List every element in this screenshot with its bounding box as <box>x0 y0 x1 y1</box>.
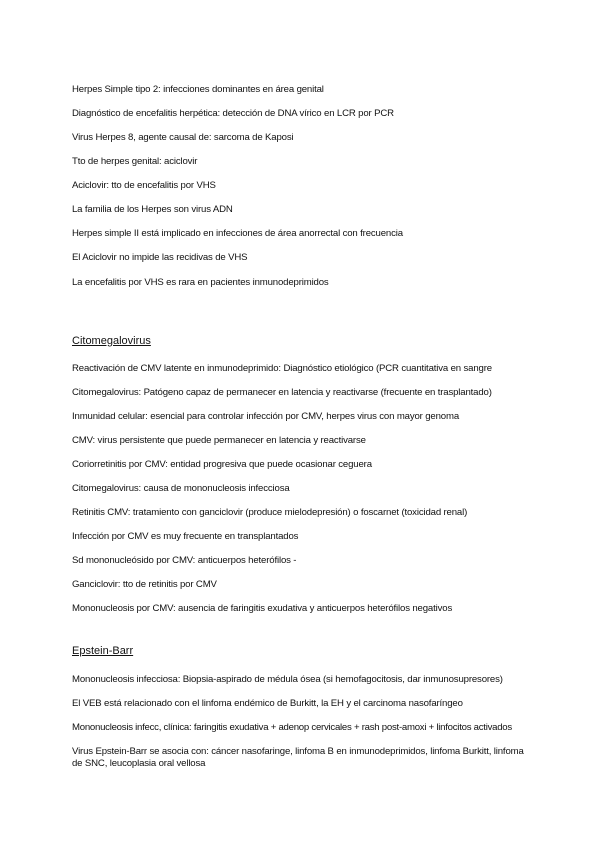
note-line: Infección por CMV es muy frecuente en transplantados <box>72 531 299 542</box>
note-line: Reactivación de CMV latente en inmunodeprimido: Diagnóstico etiológico (PCR cuantitativa en sangre <box>72 363 492 374</box>
note-line: Diagnóstico de encefalitis herpética: detección de DNA vírico en LCR por PCR <box>72 108 394 119</box>
note-line: Inmunidad celular: esencial para controlar infección por CMV, herpes virus con mayor genoma <box>72 411 460 422</box>
note-line: Aciclovir: tto de encefalitis por VHS <box>72 180 216 191</box>
note-line: Mononucleosis por CMV: ausencia de faringitis exudativa y anticuerpos heterófilos negativos <box>72 603 453 614</box>
note-line: El Aciclovir no impide las recidivas de VHS <box>72 252 248 263</box>
note-line: CMV: virus persistente que puede permanecer en latencia y reactivarse <box>72 435 366 446</box>
note-line: La familia de los Herpes son virus ADN <box>72 204 233 215</box>
section-heading-ebv: Epstein-Barr <box>72 645 134 657</box>
note-line: Virus Epstein-Barr se asocia con: cáncer nasofaringe, linfoma B en inmunodeprimidos, linfoma Burkitt, linfoma de SNC, leucoplasia oral vellosa <box>72 746 524 769</box>
note-line: Herpes simple II está implicado en infecciones de área anorrectal con frecuencia <box>72 228 403 239</box>
note-line: Retinitis CMV: tratamiento con ganciclovir (produce mielodepresión) o foscarnet (toxicidad renal) <box>72 507 468 518</box>
note-line: Ganciclovir: tto de retinitis por CMV <box>72 579 217 590</box>
note-line: El VEB está relacionado con el linfoma endémico de Burkitt, la EH y el carcinoma nasofaríngeo <box>72 698 463 709</box>
note-line: Virus Herpes 8, agente causal de: sarcoma de Kaposi <box>72 132 294 143</box>
note-line: La encefalitis por VHS es rara en pacientes inmunodeprimidos <box>72 277 329 288</box>
note-line: Citomegalovirus: causa de mononucleosis infecciosa <box>72 483 290 494</box>
note-line: Mononucleosis infecciosa: Biopsia-aspirado de médula ósea (si hemofagocitosis, dar inmunosupresores) <box>72 674 503 685</box>
note-line: Citomegalovirus: Patógeno capaz de permanecer en latencia y reactivarse (frecuente en trasplantado) <box>72 387 492 398</box>
note-line: Sd mononucleósido por CMV: anticuerpos heterófilos - <box>72 555 297 566</box>
note-line: Herpes Simple tipo 2: infecciones dominantes en área genital <box>72 84 324 95</box>
note-line: Tto de herpes genital: aciclovir <box>72 156 198 167</box>
section-heading-cmv: Citomegalovirus <box>72 335 151 347</box>
note-line: Coriorretinitis por CMV: entidad progresiva que puede ocasionar ceguera <box>72 459 372 470</box>
note-line: Mononucleosis infecc, clínica: faringitis exudativa + adenop cervicales + rash post-amoxi + linfocitos activados <box>72 722 512 733</box>
